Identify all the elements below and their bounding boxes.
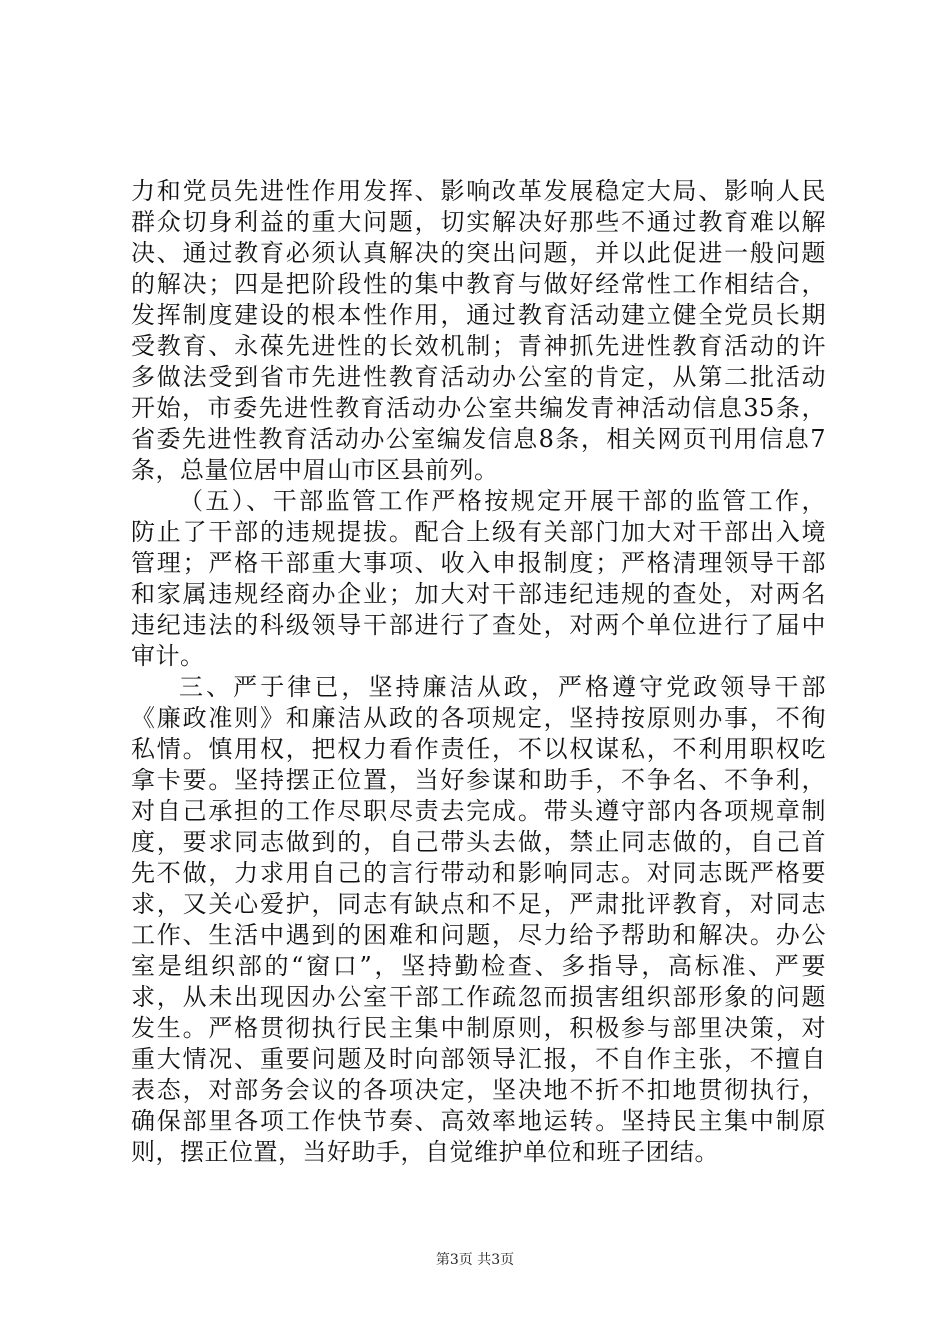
text-line: 度，要求同志做到的，自己带头去做，禁止同志做的，自己首 (131, 828, 826, 856)
text-line: 省委先进性教育活动办公室编发信息8条，相关网页刊用信息7 (131, 425, 826, 453)
text-line: 工作、生活中遇到的困难和问题，尽力给予帮助和解决。办公 (131, 921, 826, 949)
text-line: 先不做，力求用自己的言行带动和影响同志。对同志既严格要 (131, 859, 826, 887)
section-heading-line: （五）、干部监管工作严格按规定开展干部的监管工作， (179, 487, 826, 515)
text-line: 私情。慎用权，把权力看作责任，不以权谋私，不利用职权吃 (131, 735, 826, 763)
text-line: 发挥制度建设的根本性作用，通过教育活动建立健全党员长期 (131, 301, 826, 329)
text-line: 重大情况、重要问题及时向部领导汇报，不自作主张，不擅自 (131, 1045, 826, 1073)
text-line: 则，摆正位置，当好助手，自觉维护单位和班子团结。 (131, 1138, 719, 1166)
text-line: 开始，市委先进性教育活动办公室共编发青神活动信息35条， (131, 394, 826, 422)
text-line: 条，总量位居中眉山市区县前列。 (131, 456, 499, 484)
text-line: 受教育、永葆先进性的长效机制；青神抓先进性教育活动的许 (131, 332, 826, 360)
text-line: 的解决；四是把阶段性的集中教育与做好经常性工作相结合， (131, 270, 826, 298)
section-heading-line: 三、严于律已，坚持廉洁从政，严格遵守党政领导干部 (179, 673, 826, 701)
text-line: 确保部里各项工作快节奏、高效率地运转。坚持民主集中制原 (131, 1107, 826, 1135)
text-line: 决、通过教育必须认真解决的突出问题，并以此促进一般问题 (131, 239, 826, 267)
text-line: 求，又关心爱护，同志有缺点和不足，严肃批评教育，对同志 (131, 890, 826, 918)
text-line: 《廉政准则》和廉洁从政的各项规定，坚持按原则办事，不徇 (131, 704, 826, 732)
text-line: 群众切身利益的重大问题，切实解决好那些不通过教育难以解 (131, 208, 826, 236)
text-line: 多做法受到省市先进性教育活动办公室的肯定，从第二批活动 (131, 363, 826, 391)
text-line: 违纪违法的科级领导干部进行了查处，对两个单位进行了届中 (131, 611, 826, 639)
text-line: 审计。 (131, 642, 205, 670)
text-line: 表态，对部务会议的各项决定，坚决地不折不扣地贯彻执行， (131, 1076, 826, 1104)
text-line: 拿卡要。坚持摆正位置，当好参谋和助手，不争名、不争利， (131, 766, 826, 794)
text-line: 求，从未出现因办公室干部工作疏忽而损害组织部形象的问题 (131, 983, 826, 1011)
body-text (131, 176, 826, 1168)
text-line: 和家属违规经商办企业；加大对干部违纪违规的查处，对两名 (131, 580, 826, 608)
text-line: 发生。严格贯彻执行民主集中制原则，积极参与部里决策，对 (131, 1014, 826, 1042)
text-line: 室是组织部的“窗口”，坚持勤检查、多指导，高标准、严要 (131, 952, 826, 980)
text-line: 管理；严格干部重大事项、收入申报制度；严格清理领导干部 (131, 549, 826, 577)
page-number-footer: 第3页 共3页 (435, 1252, 515, 1268)
text-line: 对自己承担的工作尽职尽责去完成。带头遵守部内各项规章制 (131, 797, 826, 825)
text-line: 防止了干部的违规提拔。配合上级有关部门加大对干部出入境 (131, 518, 826, 546)
text-line: 力和党员先进性作用发挥、影响改革发展稳定大局、影响人民 (131, 177, 826, 205)
